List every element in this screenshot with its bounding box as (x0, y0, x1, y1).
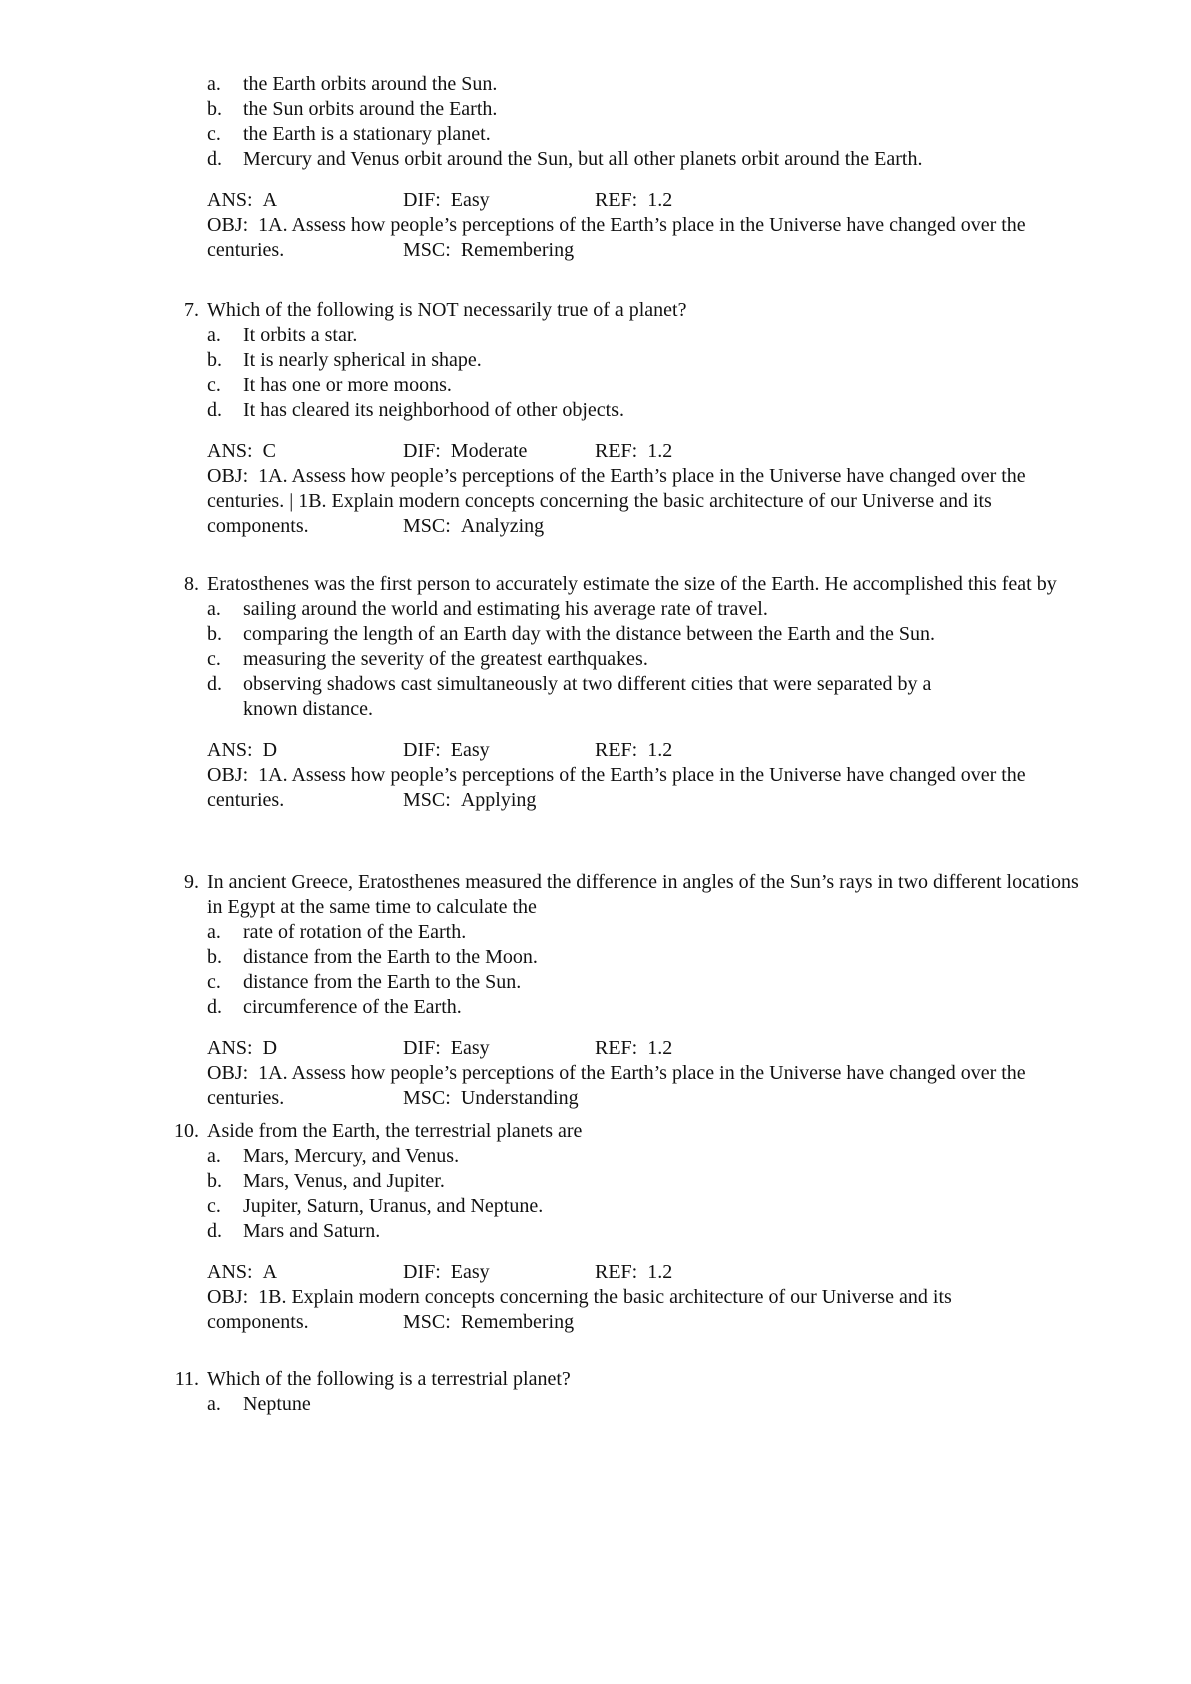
difficulty-field: DIF: Easy (403, 1037, 490, 1059)
answer-metadata (207, 1036, 1127, 1111)
question-stem: In ancient Greece, Eratosthenes measured the difference in angles of the Sun’s rays in two different locations in Egypt at the same time to calculate the (207, 871, 1079, 918)
option-d: d. Mercury and Venus orbit around the Sun, but all other planets orbit around the Earth. (207, 148, 923, 170)
option-d: d. circumference of the Earth. (207, 996, 462, 1018)
objective-line: OBJ: 1A. Assess how people’s perceptions of the Earth’s place in the Universe have changed over the (207, 1062, 1026, 1084)
answer-field: ANS: A (207, 1261, 278, 1283)
question-options (207, 1144, 1127, 1244)
objective-msc-line: components. MSC: Remembering (207, 1311, 575, 1333)
difficulty-field: DIF: Moderate (403, 440, 528, 462)
option-d: d. It has cleared its neighborhood of other objects. (207, 399, 624, 421)
question-number: 9. (184, 871, 199, 893)
question-10 (159, 1119, 1127, 1335)
question-stem: Which of the following is NOT necessarily true of a planet? (207, 299, 687, 321)
option-c: c. measuring the severity of the greatest earthquakes. (207, 648, 648, 670)
question-stem: Aside from the Earth, the terrestrial planets are (207, 1120, 583, 1142)
difficulty-field: DIF: Easy (403, 739, 490, 761)
objective-line: centuries. | 1B. Explain modern concepts concerning the basic architecture of our Universe and its (207, 490, 992, 512)
reference-field: REF: 1.2 (595, 739, 673, 761)
msc-field: MSC: Understanding (403, 1087, 579, 1109)
option-c: c. It has one or more moons. (207, 374, 452, 396)
objective-line: OBJ: 1A. Assess how people’s perceptions of the Earth’s place in the Universe have changed over the (207, 465, 1026, 487)
objective-line: OBJ: 1A. Assess how people’s perceptions of the Earth’s place in the Universe have changed over the (207, 214, 1026, 236)
question-7 (159, 298, 1127, 539)
option-c: c. distance from the Earth to the Sun. (207, 971, 522, 993)
reference-field: REF: 1.2 (595, 440, 673, 462)
option-b: b. Mars, Venus, and Jupiter. (207, 1170, 445, 1192)
question-number: 8. (184, 573, 199, 595)
option-d: d. observing shadows cast simultaneously at two different cities that were separated by a known distance. (207, 673, 932, 720)
objective-line: OBJ: 1B. Explain modern concepts concerning the basic architecture of our Universe and its (207, 1286, 952, 1308)
answer-row (207, 738, 1127, 763)
answer-field: ANS: D (207, 739, 278, 761)
difficulty-field: DIF: Easy (403, 1261, 490, 1283)
question-9 (159, 870, 1127, 1111)
difficulty-field: DIF: Easy (403, 189, 490, 211)
question-stem: Eratosthenes was the first person to accurately estimate the size of the Earth. He accomplished this feat by (207, 573, 1057, 595)
question-8 (159, 572, 1127, 813)
option-b: b. It is nearly spherical in shape. (207, 349, 482, 371)
answer-field: ANS: A (207, 189, 278, 211)
option-c: c. the Earth is a stationary planet. (207, 123, 491, 145)
option-a: a. Neptune (207, 1393, 311, 1415)
answer-row (207, 1036, 1127, 1061)
question-stem: Which of the following is a terrestrial planet? (207, 1368, 571, 1390)
msc-field: MSC: Analyzing (403, 515, 545, 537)
msc-field: MSC: Remembering (403, 1311, 575, 1333)
msc-field: MSC: Remembering (403, 239, 575, 261)
option-a: a. the Earth orbits around the Sun. (207, 73, 498, 95)
question-options (207, 1392, 1127, 1417)
answer-field: ANS: D (207, 1037, 278, 1059)
answer-metadata (207, 738, 1127, 813)
objective-msc-line: centuries. MSC: Remembering (207, 239, 575, 261)
question-options (207, 323, 1127, 423)
question-number: 11. (174, 1368, 199, 1390)
answer-field: ANS: C (207, 440, 276, 462)
option-d: d. Mars and Saturn. (207, 1220, 381, 1242)
question-6-options (207, 72, 1127, 172)
option-b: b. distance from the Earth to the Moon. (207, 946, 538, 968)
option-a: a. Mars, Mercury, and Venus. (207, 1145, 460, 1167)
option-a: a. It orbits a star. (207, 324, 358, 346)
objective-line: OBJ: 1A. Assess how people’s perceptions of the Earth’s place in the Universe have changed over the (207, 764, 1026, 786)
question-6-tail (207, 72, 1127, 263)
objective-msc-line: centuries. MSC: Understanding (207, 1087, 579, 1109)
question-number: 10. (174, 1120, 199, 1142)
option-a: a. rate of rotation of the Earth. (207, 921, 467, 943)
answer-row (207, 188, 1127, 213)
reference-field: REF: 1.2 (595, 1261, 673, 1283)
answer-row (207, 1260, 1127, 1285)
question-number: 7. (184, 299, 199, 321)
objective-msc-line: centuries. MSC: Applying (207, 789, 537, 811)
option-a: a. sailing around the world and estimating his average rate of travel. (207, 598, 768, 620)
reference-field: REF: 1.2 (595, 189, 673, 211)
answer-row (207, 439, 1127, 464)
answer-metadata (207, 439, 1127, 539)
question-options (207, 920, 1127, 1020)
question-11 (159, 1367, 1127, 1417)
answer-metadata (207, 1260, 1127, 1335)
option-c: c. Jupiter, Saturn, Uranus, and Neptune. (207, 1195, 544, 1217)
question-options (207, 597, 1127, 722)
answer-metadata (207, 188, 1127, 263)
option-b: b. comparing the length of an Earth day with the distance between the Earth and the Sun. (207, 623, 936, 645)
msc-field: MSC: Applying (403, 789, 537, 811)
option-b: b. the Sun orbits around the Earth. (207, 98, 498, 120)
reference-field: REF: 1.2 (595, 1037, 673, 1059)
objective-msc-line: components. MSC: Analyzing (207, 515, 545, 537)
